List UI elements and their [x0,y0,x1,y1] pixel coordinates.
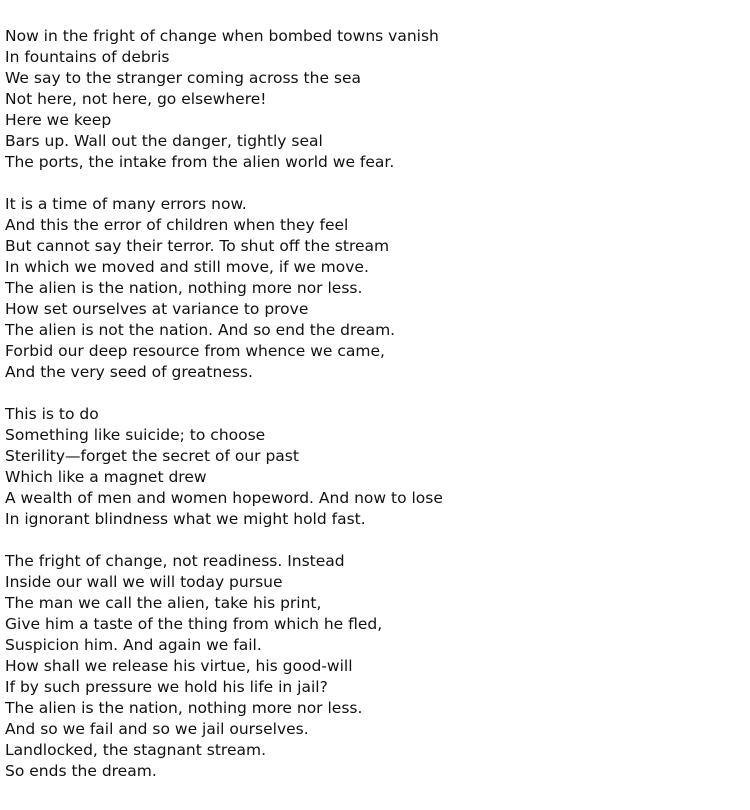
poem-line: And so we fail and so we jail ourselves. [5,720,309,738]
poem-line: Which like a magnet drew [5,468,207,486]
poem-line: Inside our wall we will today pursue [5,573,283,591]
poem-line: Bars up. Wall out the danger, tightly seal [5,132,323,150]
poem [5,26,745,803]
poem-line: How set ourselves at variance to prove [5,300,309,318]
poem-line: And the very seed of greatness. [5,363,253,381]
poem-line: The ports, the intake from the alien world we fear. [5,153,395,171]
poem-line: But cannot say their terror. To shut off the stream [5,237,390,255]
poem-line: So ends the dream. [5,762,157,780]
poem-line: And this the error of children when they feel [5,216,349,234]
poem-line: The alien is the nation, nothing more nor less. [5,279,363,297]
poem-line: Give him a taste of the thing from which he fled, [5,615,383,633]
poem-line: Not here, not here, go elsewhere! [5,90,267,108]
poem-line: The alien is not the nation. And so end the dream. [5,321,396,339]
poem-line: The fright of change, not readiness. Instead [5,552,345,570]
poem-line: In fountains of debris [5,48,170,66]
poem-line: A wealth of men and women hopeword. And now to lose [5,489,443,507]
poem-line: This is to do [5,405,99,423]
poem-line: Here we keep [5,111,112,129]
stanza-4 [5,551,745,782]
poem-line: Landlocked, the stagnant stream. [5,741,267,759]
poem-line: Forbid our deep resource from whence we came, [5,342,385,360]
stanza-3 [5,404,745,530]
stanza-1 [5,26,745,173]
poem-line: We say to the stranger coming across the sea [5,69,362,87]
poem-line: Something like suicide; to choose [5,426,266,444]
poem-line: The man we call the alien, take his print, [5,594,322,612]
poem-line: Now in the fright of change when bombed towns vanish [5,27,439,45]
stanza-2 [5,194,745,383]
poem-line: In which we moved and still move, if we move. [5,258,369,276]
poem-line: Sterility—forget the secret of our past [5,447,299,465]
poem-line: If by such pressure we hold his life in jail? [5,678,328,696]
poem-line: In ignorant blindness what we might hold fast. [5,510,366,528]
poem-line: Suspicion him. And again we fail. [5,636,262,654]
poem-line: It is a time of many errors now. [5,195,247,213]
poem-line: The alien is the nation, nothing more nor less. [5,699,363,717]
poem-line: How shall we release his virtue, his good-will [5,657,353,675]
